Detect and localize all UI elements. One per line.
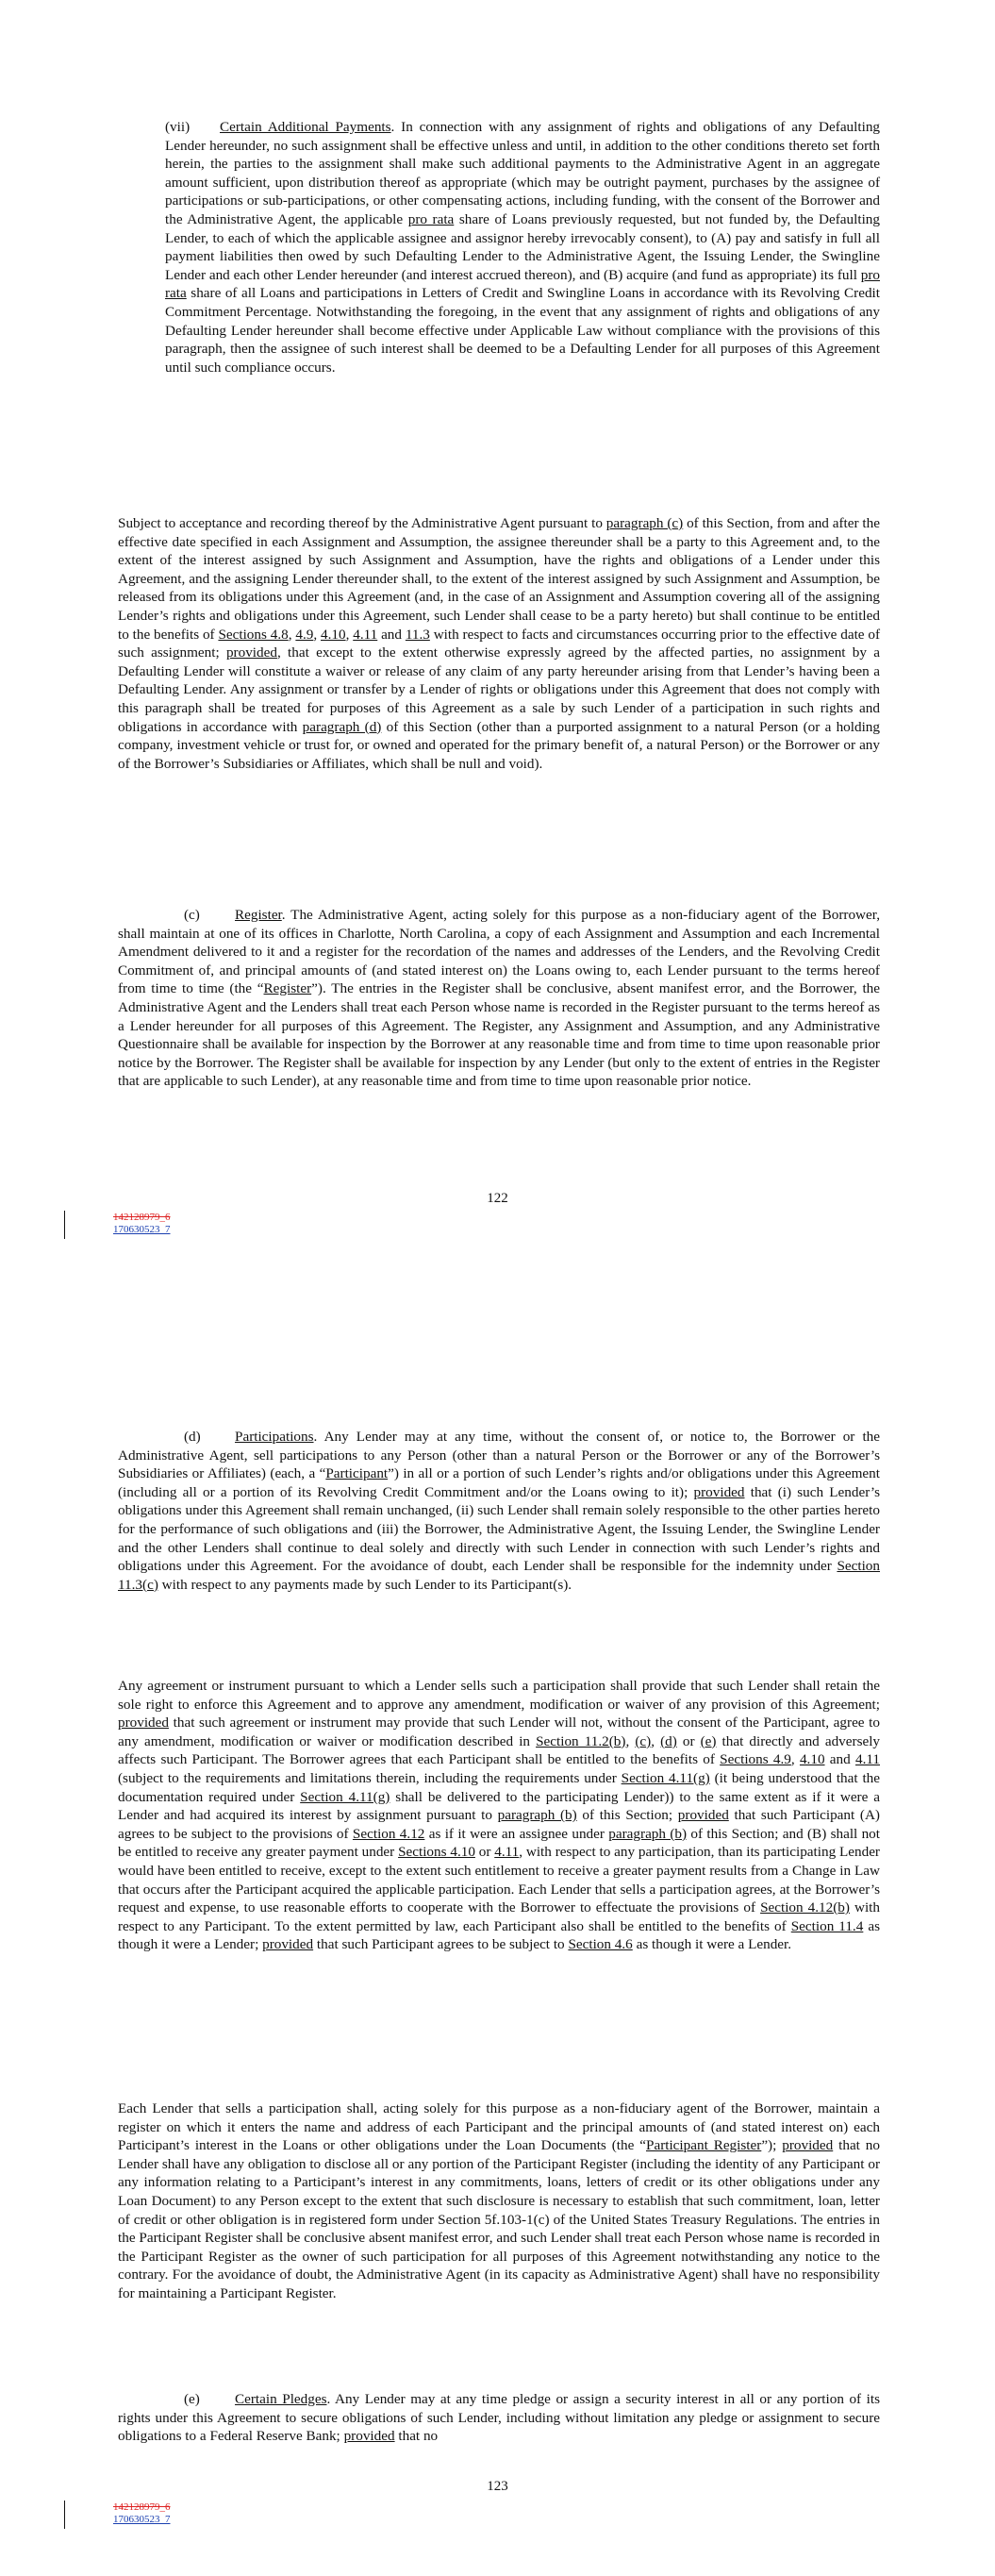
participant-register-paragraph: Each Lender that sells a participation shall, acting solely for this purpose as a non-fiduciary agent of the Borrower, maintain a register on which it enters the name and address of each Participant and the principal amounts of (and stated interest on) each Participant’s interest in the Loans or other obligations under the Loan Documents (the “Participant Register”); provided that no Lender shall have any obligation to disclose all or any portion of the Participant Register (including the identity of any Participant or any information relating to a Participant’s interest in any commitments, loans, letters of credit or its other obligations under any Loan Document) to any Person except to the extent that such disclosure is necessary to establish that such commitment, loan, letter of credit or other obligation is in registered form under Section 5f.103-1(c) of the United States Treasury Regulations. The entries in the Participant Register shall be conclusive absent manifest error, and such Lender shall treat each Person whose name is recorded in the Participant Register as the owner of such participation for all purposes of this Agreement notwithstanding any notice to the contrary. For the avoidance of doubt, the Administrative Agent (in its capacity as Administrative Agent) shall have no responsibility for maintaining a Participant Register. xyxy=(118,2100,880,2301)
deleted-doc-id: 142128979_6 xyxy=(113,2501,171,2513)
change-bar xyxy=(64,2501,65,2529)
participation-agreement-paragraph: Any agreement or instrument pursuant to which a Lender sells such a participation shall provide that such Lender shall retain the sole right to enforce this Agreement and to approve any amendment, modification or waiver of any provision of this Agreement; provided that such agreement or instrument may provide that such Lender will not, without the consent of the Participant, agree to any amendment, modification or waiver or modification described in Section 11.2(b), (c), (d) or (e) that directly and adversely affects such Participant. The Borrower agrees that each Participant shall be entitled to the benefits of Sections 4.9, 4.10 and 4.11 (subject to the requirements and limitations therein, including the requirements under Section 4.11(g) (it being understood that the documentation required under Section 4.11(g) shall be delivered to the participating Lender)) to the same extent as if it were a Lender and had acquired its interest by assignment pursuant to paragraph (b) of this Section; provided that such Participant (A) agrees to be subject to the provisions of Section 4.12 as if it were an assignee under paragraph (b) of this Section; and (B) shall not be entitled to receive any greater payment under Sections 4.10 or 4.11, with respect to any participation, than its participating Lender would have been entitled to receive, except to the extent such entitlement to receive a greater payment results from a Change in Law that occurs after the Participant acquired the applicable participation. Each Lender that sells a participation agrees, at the Borrower’s request and expense, to use reasonable efforts to cooperate with the Borrower to effectuate the provisions of Section 4.12(b) with respect to any Participant. To the extent permitted by law, each Participant also shall be entitled to the benefits of Section 11.4 as though it were a Lender; provided that such Participant agrees to be subject to Section 4.6 as though it were a Lender. xyxy=(118,1678,881,1953)
inserted-doc-id: 170630523_7 xyxy=(113,2514,171,2525)
heading-certain-pledges: Certain Pledges xyxy=(235,2391,327,2407)
section-c-register-paragraph: (c) Register. The Administrative Agent, acting solely for this purpose as a non-fiduciary agent of the Borrower, shall maintain at one of its offices in Charlotte, North Carolina, a copy of each Assignment and Assumption and each Incremental Amendment delivered to it and a register for the recordation of the names and addresses of the Lenders, and the Revolving Credit Commitment of, and principal amounts of (and stated interest on) the Loans owing to, each Lender pursuant to the terms hereof from time to time (the “Register”). The entries in the Register shall be conclusive, absent manifest error, and the Borrower, the Administrative Agent and the Lenders shall treat each Person whose name is recorded in the Register pursuant to the terms hereof as a Lender hereunder for all purposes of this Agreement. The Register, any Assignment and Assumption, and any Administrative Questionnaire shall be available for inspection by the Borrower at any reasonable time and from time to time upon reasonable prior notice by the Borrower. The Register shall be available for inspection by any Lender (but only to the extent of entries in the Register that are applicable to such Lender), at any reasonable time and from time to time upon reasonable prior notice. xyxy=(118,907,880,1090)
heading-register: Register xyxy=(235,907,282,923)
heading-certain-additional-payments: Certain Additional Payments xyxy=(220,119,391,135)
page-number: 123 xyxy=(487,2479,508,2494)
assignment-effect-paragraph: Subject to acceptance and recording thereof by the Administrative Agent pursuant to paragraph (c) of this Section, from and after the effective date specified in each Assignment and Assumption, the assignee thereunder shall be a party to this Agreement and, to the extent of the interest assigned by such Assignment and Assumption, have the rights and obligations of a Lender under this Agreement, and the assigning Lender thereunder shall, to the extent of the interest assigned by such Assignment and Assumption, be released from its obligations under this Agreement (and, in the case of an Assignment and Assumption covering all of the assigning Lender’s rights and obligations under this Agreement, such Lender shall cease to be a party hereto) but shall continue to be entitled to the benefits of Sections 4.8, 4.9, 4.10, 4.11 and 11.3 with respect to facts and circumstances occurring prior to the effective date of such assignment; provided, that except to the extent otherwise expressly agreed by the affected parties, no assignment by a Defaulting Lender will constitute a waiver or release of any claim of any party hereunder arising from that Lender’s having been a Defaulting Lender. Any assignment or transfer by a Lender of rights or obligations under this Agreement that does not comply with this paragraph shall be treated for purposes of this Agreement as a sale by such Lender of a participation in such rights and obligations in accordance with paragraph (d) of this Section (other than a purported assignment to a natural Person (or a holding company, investment vehicle or trust for, or owned and operated for the primary benefit of, a natural Person) or the Borrower or any of the Borrower’s Subsidiaries or Affiliates, which shall be null and void). xyxy=(118,515,881,772)
section-vii-paragraph: (vii) Certain Additional Payments. In connection with any assignment of rights and obligations of any Defaulting Lender hereunder, no such assignment shall be effective unless and until, in addition to the other conditions thereto set forth herein, the parties to the assignment shall make such additional payments to the Administrative Agent in an aggregate amount sufficient, upon distribution thereof as appropriate (which may be outright payment, purchases by the assignee of participations or sub-participations, or other compensating actions, including funding, with the consent of the Borrower and the Administrative Agent, the applicable pro rata share of Loans previously requested, but not funded by, the Defaulting Lender, to each of which the applicable assignee and assignor hereby irrevocably consent), to (A) pay and satisfy in full all payment liabilities then owed by such Defaulting Lender to the Administrative Agent, the Issuing Lender, the Swingline Lender and each other Lender hereunder (and interest accrued thereon), and (B) acquire (and fund as appropriate) its full pro rata share of all Loans and participations in Letters of Credit and Swingline Loans in accordance with its Revolving Credit Commitment Percentage. Notwithstanding the foregoing, in the event that any assignment of rights and obligations of any Defaulting Lender hereunder shall become effective under Applicable Law without compliance with the provisions of this paragraph, then the assignee of such interest shall be deemed to be a Defaulting Lender for all purposes of this Agreement until such compliance occurs. xyxy=(165,119,881,376)
page-number: 122 xyxy=(487,1191,508,1206)
document-id-footer xyxy=(113,1212,171,1236)
page-123 xyxy=(0,1288,995,2576)
document-id-footer xyxy=(113,2501,171,2526)
deleted-doc-id: 142128979_6 xyxy=(113,1212,171,1223)
heading-participations: Participations xyxy=(235,1429,314,1445)
section-d-participations-paragraph: (d) Participations. Any Lender may at any time, without the consent of, or notice to, the Borrower or the Administrative Agent, sell participations to any Person (other than a natural Person or the Borrower or any of the Borrower’s Subsidiaries or Affiliates) (each, a “Participant”) in all or a portion of such Lender’s rights and/or obligations under this Agreement (including all or a portion of its Revolving Credit Commitment and/or the Loans owing to it); provided that (i) such Lender’s obligations under this Agreement shall remain unchanged, (ii) such Lender shall remain solely responsible to the other parties hereto for the performance of such obligations and (iii) the Borrower, the Administrative Agent, the Issuing Lender, the Swingline Lender and the other Lenders shall continue to deal solely and directly with such Lender in connection with such Lender’s rights and obligations under this Agreement. For the avoidance of doubt, each Lender shall be responsible for the indemnity under Section 11.3(c) with respect to any payments made by such Lender to its Participant(s). xyxy=(118,1429,880,1593)
change-bar xyxy=(64,1211,65,1239)
section-e-pledges-paragraph: (e) Certain Pledges. Any Lender may at any time pledge or assign a security interest in all or any portion of its rights under this Agreement to secure obligations of such Lender, including without limitation any pledge or assignment to secure obligations to a Federal Reserve Bank; provided that no xyxy=(118,2391,881,2445)
inserted-doc-id: 170630523_7 xyxy=(113,1224,171,1235)
